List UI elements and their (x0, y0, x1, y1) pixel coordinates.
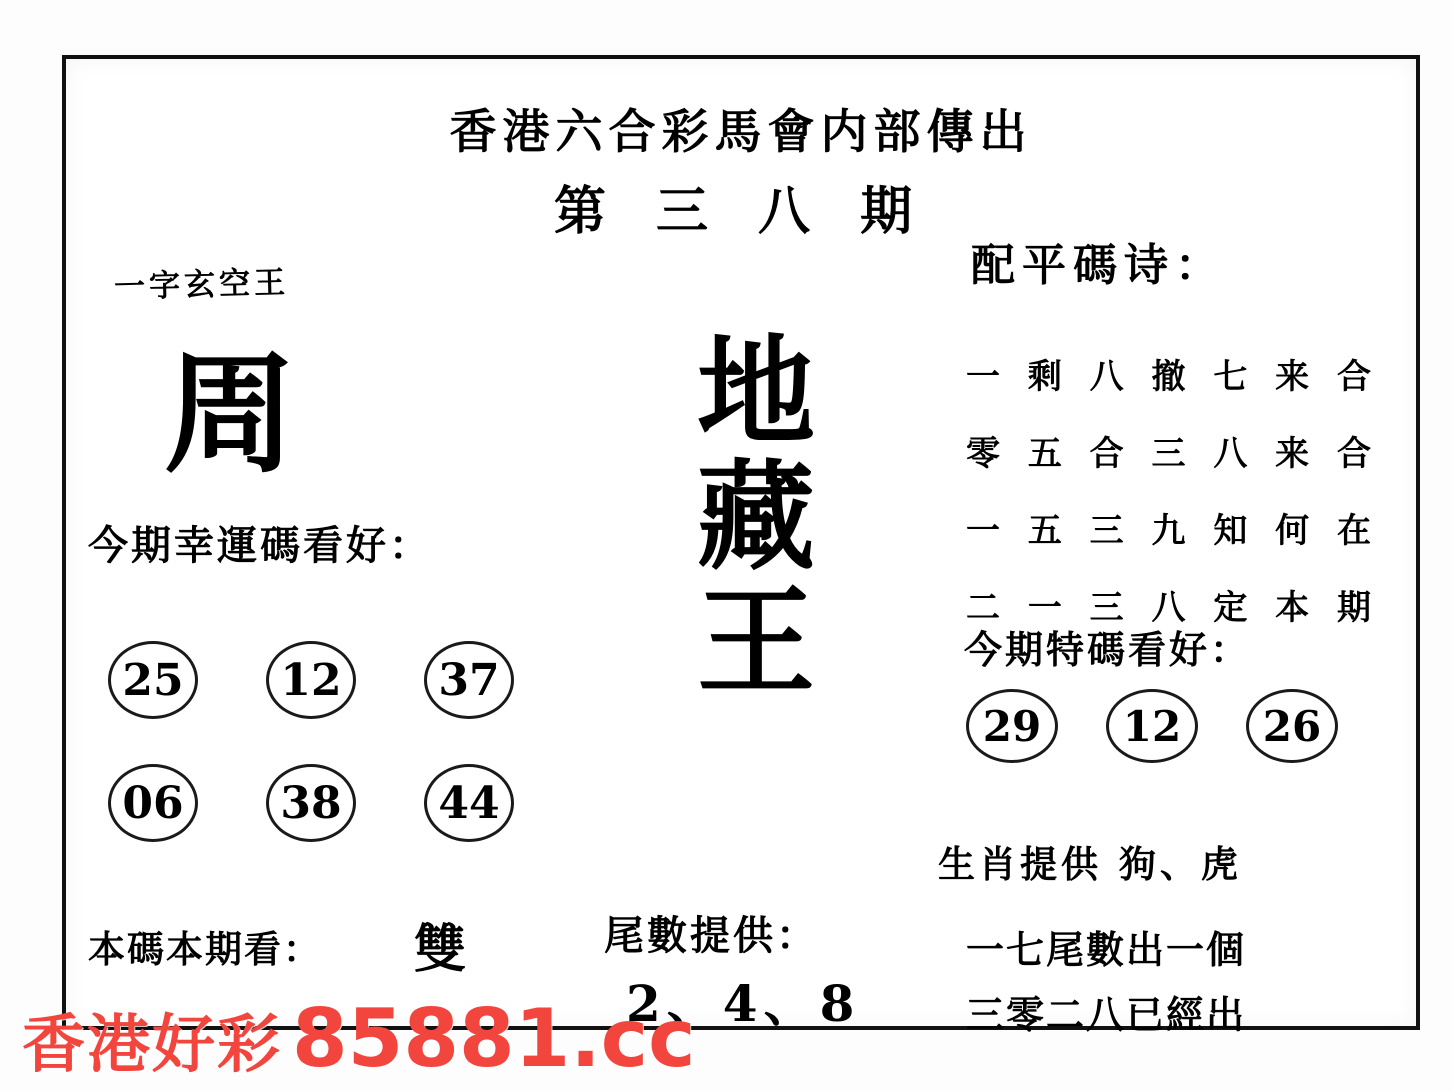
poster-frame (62, 55, 1420, 1037)
page-title: 香港六合彩馬會内部傳出 (449, 105, 1033, 160)
zodiac-hint: 生肖提供 狗、虎 (938, 842, 1242, 886)
tail-numbers-label: 尾數提供： (604, 912, 819, 959)
lucky-number-row-1 (108, 641, 582, 719)
base-code-value: 雙 (414, 919, 467, 980)
feature-character: 周 (164, 337, 296, 492)
right-note-2: 三零二八已經出 (966, 992, 1247, 1037)
center-vertical-title (626, 322, 886, 712)
special-number-row (966, 689, 1386, 763)
watermark-digits: 85881.cc (292, 992, 696, 1085)
lucky-ball: 44 (424, 764, 514, 842)
lucky-numbers-label: 今期幸運碼看好： (88, 522, 432, 569)
issue-number: 第 三 八 期 (553, 181, 929, 242)
lucky-ball: 12 (266, 641, 356, 719)
special-ball: 12 (1106, 689, 1198, 763)
lucky-ball: 38 (266, 764, 356, 842)
center-char-2: 藏 (696, 447, 815, 587)
special-ball: 26 (1246, 689, 1338, 763)
watermark-text: 香港好彩 (22, 1008, 282, 1081)
special-ball: 29 (966, 689, 1058, 763)
lucky-ball: 06 (108, 764, 198, 842)
poem-line: 一 五 三 九 知 何 在 (966, 511, 1380, 551)
left-subtitle: 一字玄空王 (113, 264, 290, 306)
poem-line: 一 剩 八 撤 七 来 合 (966, 357, 1380, 397)
poem-block (966, 349, 1436, 657)
lucky-number-row-2 (108, 764, 582, 842)
watermark (22, 992, 696, 1085)
poem-line: 二 一 三 八 定 本 期 (966, 588, 1380, 628)
center-char-1: 地 (696, 322, 815, 461)
tail-numbers-value: 2、4、8 (626, 974, 861, 1033)
lucky-ball: 37 (424, 641, 514, 719)
center-char-3: 王 (696, 572, 815, 712)
poem-line: 零 五 合 三 八 来 合 (966, 434, 1380, 474)
base-code-label: 本碼本期看： (88, 927, 322, 971)
lucky-ball: 25 (108, 641, 198, 719)
special-numbers-label: 今期特碼看好： (964, 627, 1252, 672)
poem-title: 配平碼诗： (971, 240, 1226, 291)
right-note-1: 一七尾數出一個 (966, 927, 1247, 972)
